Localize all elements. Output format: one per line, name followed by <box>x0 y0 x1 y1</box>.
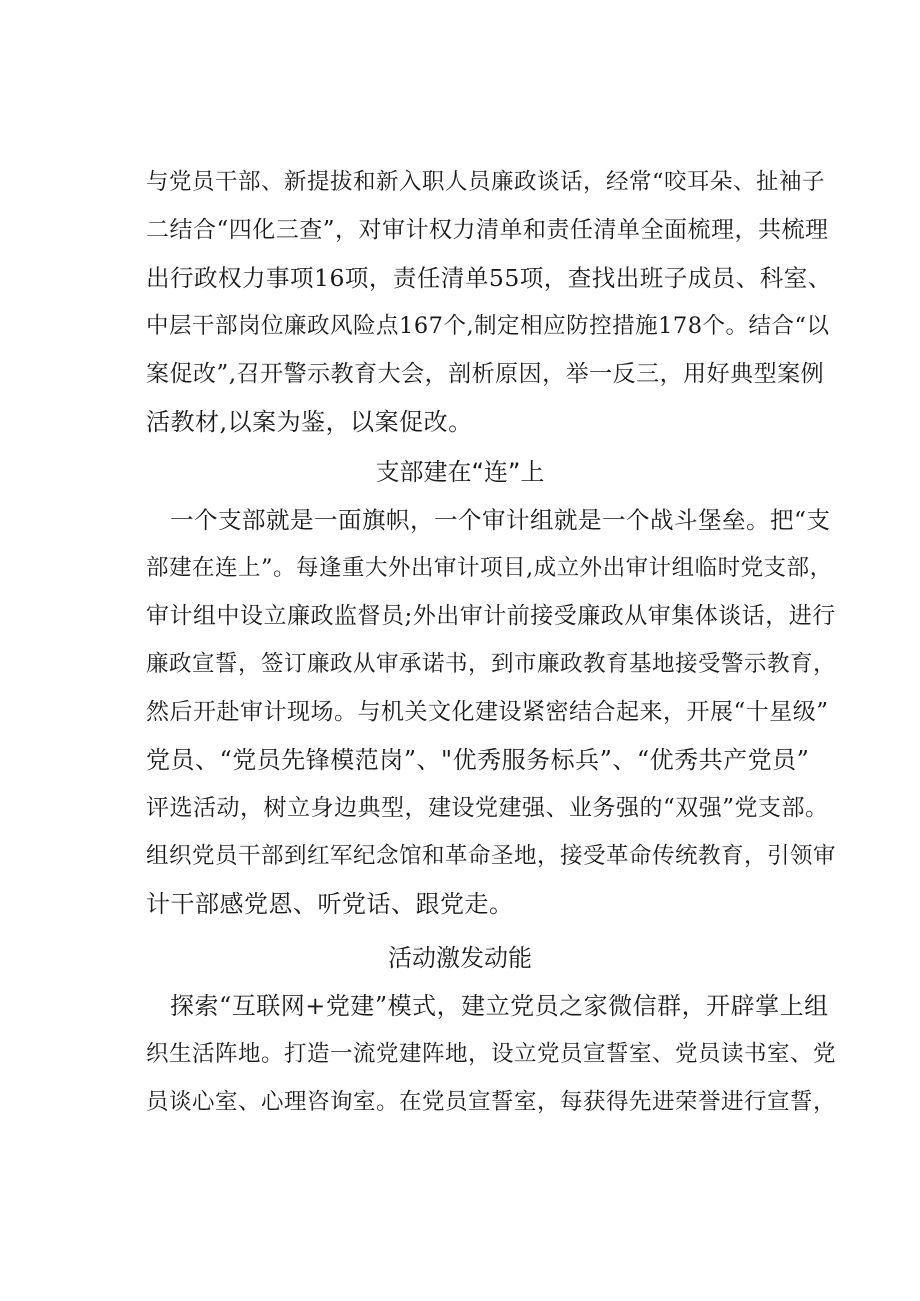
paragraph-line: 一个支部就是一面旗帜，一个审计组就是一个战斗堡垒。把“支 <box>170 506 831 534</box>
paragraph-line: 审计组中设立廉政监督员;外出审计前接受廉政从审集体谈话，进行 <box>146 603 836 629</box>
paragraph-line: 织生活阵地。打造一流党建阵地，设立党员宣誓室、党员读书室、党 <box>146 1041 836 1067</box>
paragraph-line: 出行政权力事项16项，责任清单55项，查找出班子成员、科室、 <box>146 264 832 292</box>
paragraph-line: 评选活动，树立身边典型，建设党建强、业务强的“双强”党支部。 <box>146 795 829 821</box>
section-heading-branch: 支部建在“连”上 <box>375 458 545 486</box>
section-heading-activities: 活动激发动能 <box>388 944 532 972</box>
paragraph-line: 活教材,以案为鉴，以案促改。 <box>146 408 473 436</box>
paragraph-line: 探索“互联网+党建”模式，建立党员之家微信群，开辟掌上组 <box>170 992 829 1020</box>
paragraph-line: 计干部感党恩、听党话、跟党走。 <box>146 890 514 918</box>
paragraph-line: 与党员干部、新提拔和新入职人员廉政谈话，经常“咬耳朵、扯袖子 <box>146 169 826 195</box>
paragraph-line: 案促改”,召开警示教育大会，剖析原因，举一反三，用好典型案例 <box>146 361 825 387</box>
paragraph-line: 组织党员干部到红军纪念馆和革命圣地，接受革命传统教育，引领审 <box>146 843 836 869</box>
paragraph-line: 廉政宣誓，签订廉政从审承诺书，到市廉政教育基地接受警示教育， <box>146 651 836 677</box>
paragraph-line: 部建在连上”。每逢重大外出审计项目,成立外出审计组临时党支部， <box>146 555 833 581</box>
paragraph-line: 然后开赴审计现场。与机关文化建设紧密结合起来，开展“十星级” <box>146 699 829 725</box>
paragraph-line: 二结合“四化三查”，对审计权力清单和责任清单全面梳理，共梳理 <box>146 217 829 243</box>
paragraph-line: 党员、“党员先锋模范岗”、"优秀服务标兵”、“优秀共产党员” <box>146 746 810 774</box>
paragraph-line: 员谈心室、心理咨询室。在党员宣誓室，每获得先进荣誉进行宣誓， <box>146 1089 836 1115</box>
paragraph-line: 中层干部岗位廉政风险点167个,制定相应防控措施178个。结合“以 <box>146 313 830 339</box>
